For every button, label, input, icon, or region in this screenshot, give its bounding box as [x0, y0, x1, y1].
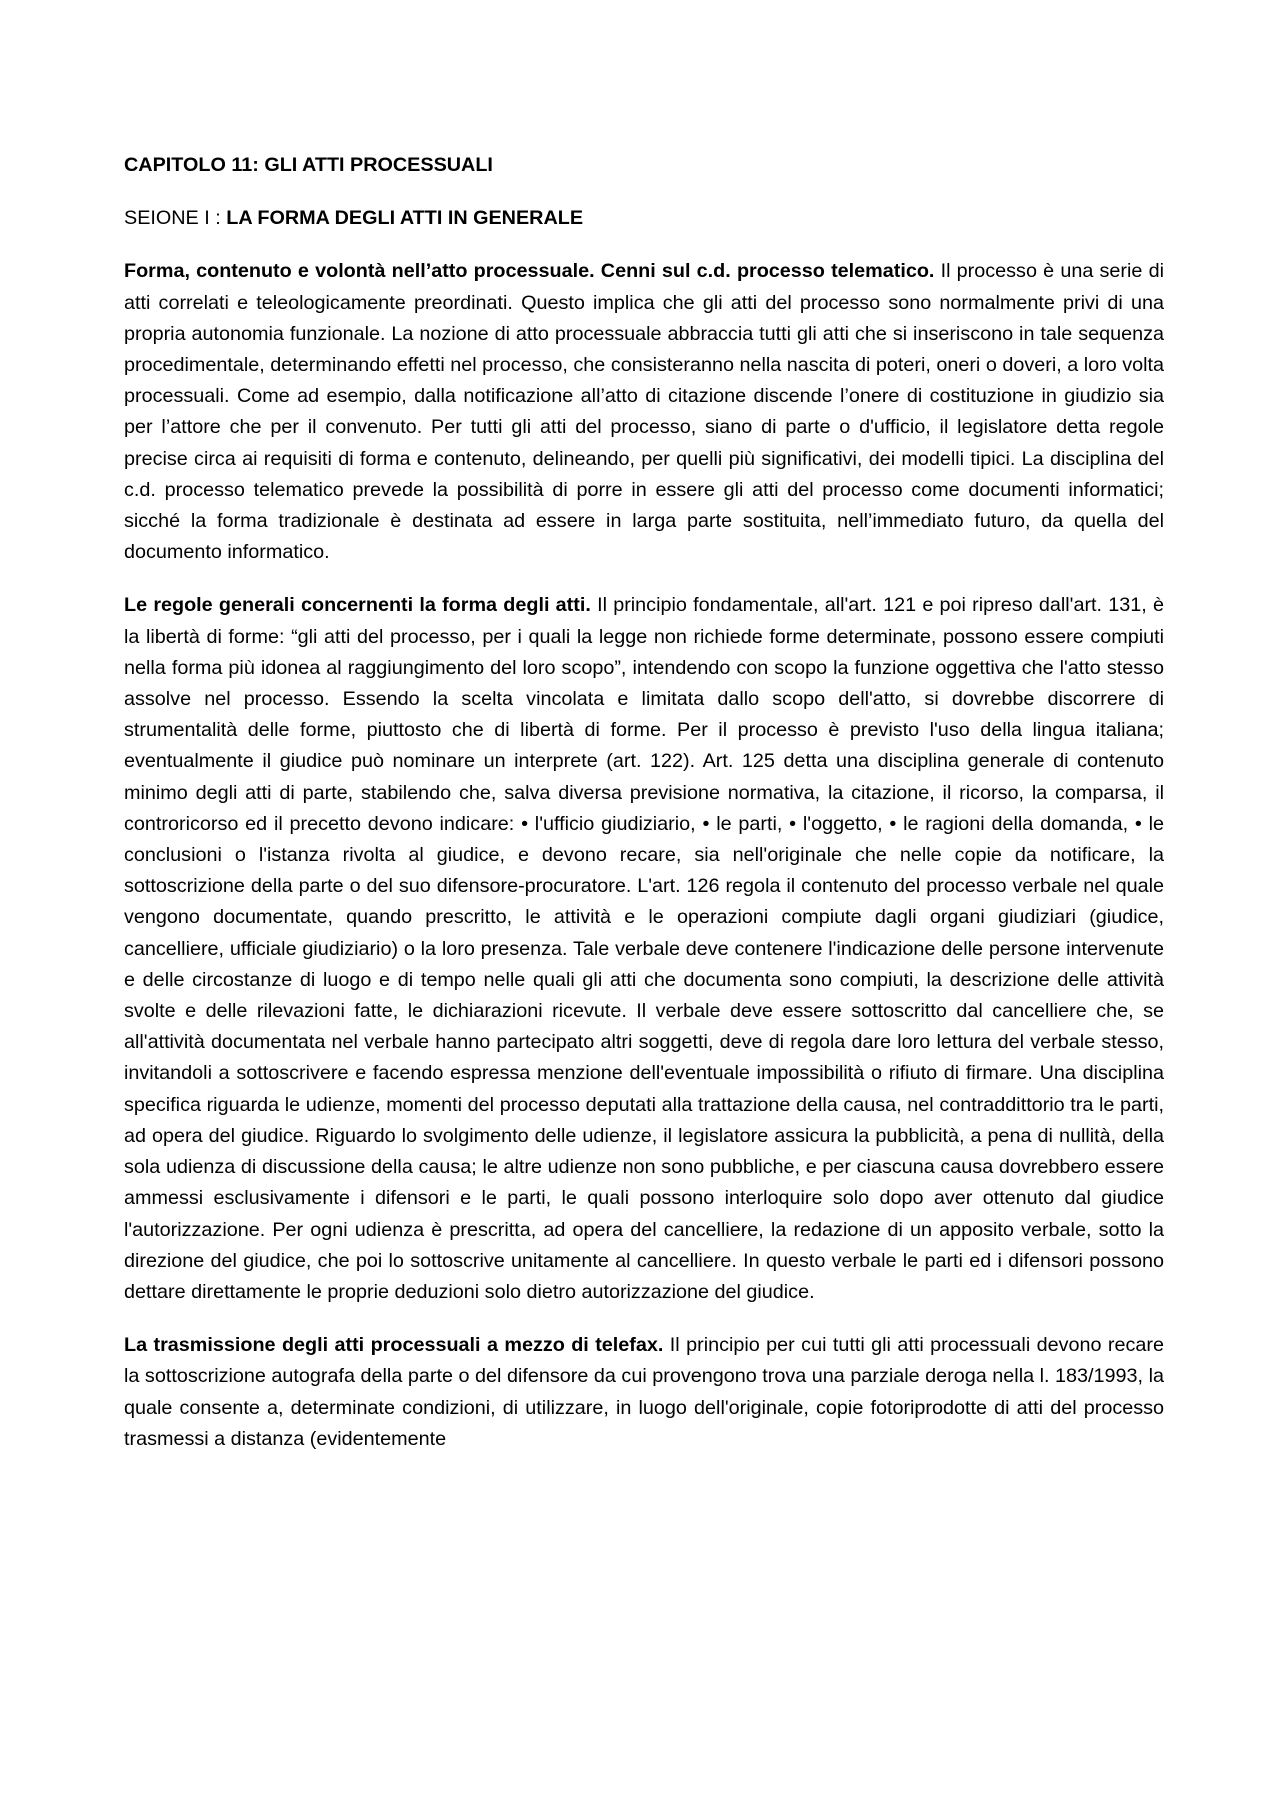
chapter-title: [124, 150, 1164, 181]
paragraph-body: Il processo è una serie di atti correlati e teleologicamente preordinati. Questo implica che gli atti del processo sono normalmente privi di una propria autonomia funzionale. La nozione di atto processuale abbraccia tutti gli atti che si inseriscono in tale sequenza procedimentale, determinando effetti nel processo, che consisteranno nella nascita di poteri, oneri o doveri, a loro volta processuali. Come ad esempio, dalla notificazione all’atto di citazione discende l’onere di costituzione in giudizio sia per l’attore che per il convenuto. Per tutti gli atti del processo, siano di parte o d'ufficio, il legislatore detta regole precise circa ai requisiti di forma e contenuto, delineando, per quelli più significativi, dei modelli tipici. La disciplina del c.d. processo telematico prevede la possibilità di porre in essere gli atti del processo come documenti informatici; sicché la forma tradizionale è destinata ad essere in larga parte sostituita, nell’immediato futuro, da quella del documento informatico.: [124, 260, 1164, 564]
section-title-text: LA FORMA DEGLI ATTI IN GENERALE: [226, 207, 584, 230]
paragraph-heading: La trasmissione degli atti processuali a mezzo di telefax.: [124, 1334, 664, 1357]
paragraph-regole-generali: [124, 590, 1164, 1308]
paragraph-heading: Forma, contenuto e volontà nell’atto processuale. Cenni sul c.d. processo telematico.: [124, 260, 935, 283]
chapter-title-text: CAPITOLO 11: GLI ATTI PROCESSUALI: [124, 154, 493, 176]
paragraph-forma-contenuto: [124, 256, 1164, 568]
section-prefix: SEIONE I :: [124, 207, 227, 230]
document-page: [124, 150, 1164, 1477]
section-title: [124, 203, 1164, 234]
paragraph-body: Il principio per cui tutti gli atti processuali devono recare la sottoscrizione autografa della parte o del difensore da cui provengono trova una parziale deroga nella l. 183/1993, la quale consente a, determinate condizioni, di utilizzare, in luogo dell'originale, copie fotoriprodotte di atti del processo trasmessi a distanza (evidentemente: [124, 1334, 1165, 1450]
paragraph-heading: Le regole generali concernenti la forma degli atti.: [124, 594, 591, 617]
paragraph-body: Il principio fondamentale, all'art. 121 e poi ripreso dall'art. 131, è la libertà di forme: “gli atti del processo, per i quali la legge non richiede forme determinate, possono essere compiuti nella forma più idonea al raggiungimento del loro scopo”, intendendo con scopo la funzione oggettiva che l'atto stesso assolve nel processo. Essendo la scelta vincolata e limitata dallo scopo dell'atto, si dovrebbe discorrere di strumentalità delle forme, piuttosto che di libertà di forme. Per il processo è previsto l'uso della lingua italiana; eventualmente il giudice può nominare un interprete (art. 122). Art. 125 detta una disciplina generale di contenuto minimo degli atti di parte, stabilendo che, salva diversa previsione normativa, la citazione, il ricorso, la comparsa, il controricorso ed il precetto devono indicare: • l'ufficio giudiziario, • le parti, • l'oggetto, • le ragioni della domanda, • le conclusioni o l'istanza rivolta al giudice, e devono recare, sia nell'originale che nelle copie da notificare, la sottoscrizione della parte o del suo difensore-procuratore. L'art. 126 regola il contenuto del processo verbale nel quale vengono documentate, quando prescritto, le attività e le operazioni compiute dagli organi giudiziari (giudice, cancelliere, ufficiale giudiziario) o la loro presenza. Tale verbale deve contenere l'indicazione delle persone intervenute e delle circostanze di luogo e di tempo nelle quali gli atti che documenta sono compiuti, la descrizione delle attività svolte e delle rilevazioni fatte, le dichiarazioni ricevute. Il verbale deve essere sottoscritto dal cancelliere che, se all'attività documentata nel verbale hanno partecipato altri soggetti, deve di regola dare loro lettura del verbale stesso, invitandoli a sottoscrivere e facendo espressa menzione dell'eventuale impossibilità o rifiuto di firmare. Una disciplina specifica riguarda le udienze, momenti del processo deputati alla trattazione della causa, nel contraddittorio tra le parti, ad opera del giudice. Riguardo lo svolgimento delle udienze, il legislatore assicura la pubblicità, a pena di nullità, della sola udienza di discussione della causa; le altre udienze non sono pubbliche, e per ciascuna causa dovrebbero essere ammessi esclusivamente i difensori e le parti, le quali possono interloquire solo dopo aver ottenuto dal giudice l'autorizzazione. Per ogni udienza è prescritta, ad opera del cancelliere, la redazione di un apposito verbale, sotto la direzione del giudice, che poi lo sottoscrive unitamente al cancelliere. In questo verbale le parti ed i difensori possono dettare direttamente le proprie deduzioni solo dietro autorizzazione del giudice.: [124, 594, 1164, 1303]
paragraph-trasmissione-telefax: [124, 1330, 1164, 1455]
